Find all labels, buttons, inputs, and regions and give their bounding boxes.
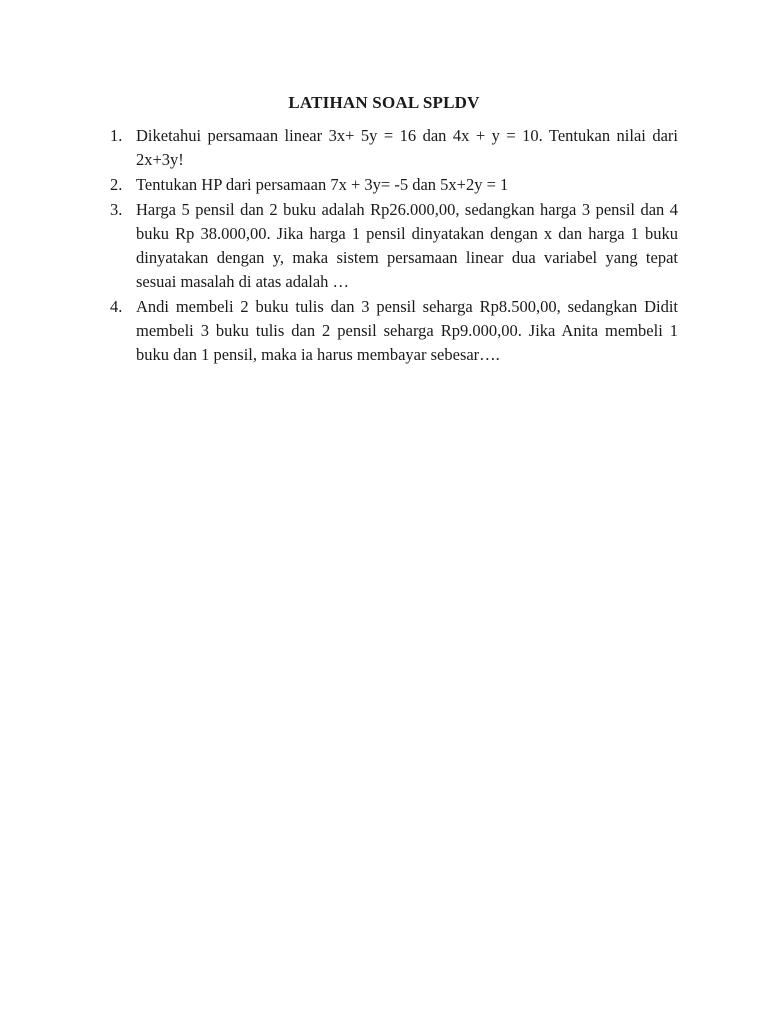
question-item-2 (110, 173, 678, 197)
question-text: Harga 5 pensil dan 2 buku adalah Rp26.000,00, sedangkan harga 3 pensil dan 4 buku Rp 38.000,00. Jika harga 1 pensil dinyatakan dengan x dan harga 1 buku dinyatakan dengan y, maka sistem persamaan linear dua variabel yang tepat sesuai masalah di atas adalah … (136, 200, 678, 291)
question-list (110, 124, 678, 368)
question-item-3 (110, 198, 678, 294)
question-number: 2. (110, 175, 123, 194)
question-text: Andi membeli 2 buku tulis dan 3 pensil seharga Rp8.500,00, sedangkan Didit membeli 3 buku tulis dan 2 pensil seharga Rp9.000,00. Jika Anita membeli 1 buku dan 1 pensil, maka ia harus membayar sebesar…. (136, 297, 678, 364)
page-title: LATIHAN SOAL SPLDV (288, 93, 480, 112)
question-number: 1. (110, 126, 123, 145)
question-text: Diketahui persamaan linear 3x+ 5y = 16 dan 4x + y = 10. Tentukan nilai dari 2x+3y! (136, 126, 678, 169)
question-number: 4. (110, 297, 123, 316)
question-number: 3. (110, 200, 123, 219)
question-item-4 (110, 295, 678, 367)
question-item-1 (110, 124, 678, 172)
question-text: Tentukan HP dari persamaan 7x + 3y= -5 dan 5x+2y = 1 (136, 175, 509, 194)
